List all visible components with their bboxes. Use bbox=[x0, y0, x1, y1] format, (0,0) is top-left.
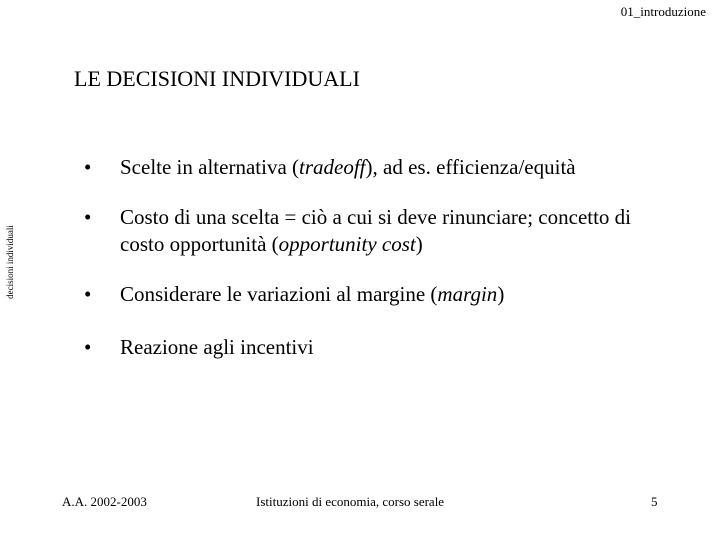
footer-page-number: 5 bbox=[651, 494, 658, 509]
bullet-list bbox=[84, 154, 644, 384]
bullet-text-part: Considerare le variazioni al margine ( bbox=[120, 282, 438, 306]
bullet-marker: • bbox=[84, 155, 92, 179]
slide-title: LE DECISIONI INDIVIDUALI bbox=[74, 66, 360, 91]
bullet-text-italic: opportunity cost bbox=[278, 232, 416, 256]
bullet-item-incentives bbox=[84, 334, 644, 361]
bullet-text bbox=[120, 154, 644, 181]
footer-academic-year: A.A. 2002-2003 bbox=[62, 494, 147, 509]
bullet-text-part: Scelte in alternativa ( bbox=[120, 155, 300, 179]
bullet-text bbox=[120, 204, 644, 258]
bullet-marker: • bbox=[84, 205, 92, 229]
header-label: 01_introduzione bbox=[620, 4, 706, 19]
bullet-marker: • bbox=[84, 335, 92, 359]
bullet-text-italic: margin bbox=[437, 282, 498, 306]
bullet-text-part: ) bbox=[497, 282, 505, 306]
bullet-text-part: ) bbox=[415, 232, 423, 256]
bullet-item-tradeoff bbox=[84, 154, 644, 181]
bullet-text-italic: tradeoff bbox=[299, 155, 366, 179]
bullet-text-part: Reazione agli incentivi bbox=[120, 335, 314, 359]
bullet-item-opportunity-cost bbox=[84, 204, 644, 258]
side-label: decisioni individuali bbox=[5, 225, 15, 299]
footer-course-name: Istituzioni di economia, corso serale bbox=[256, 494, 445, 509]
bullet-item-margin bbox=[84, 281, 644, 308]
bullet-text-part: Costo di una scelta = ciò a cui si deve rinunciare; concetto di costo opportunità ( bbox=[120, 205, 632, 256]
bullet-text bbox=[120, 281, 644, 308]
bullet-text-part: ), ad es. efficienza/equità bbox=[365, 155, 576, 179]
bullet-marker: • bbox=[84, 282, 92, 306]
bullet-text bbox=[120, 334, 644, 361]
